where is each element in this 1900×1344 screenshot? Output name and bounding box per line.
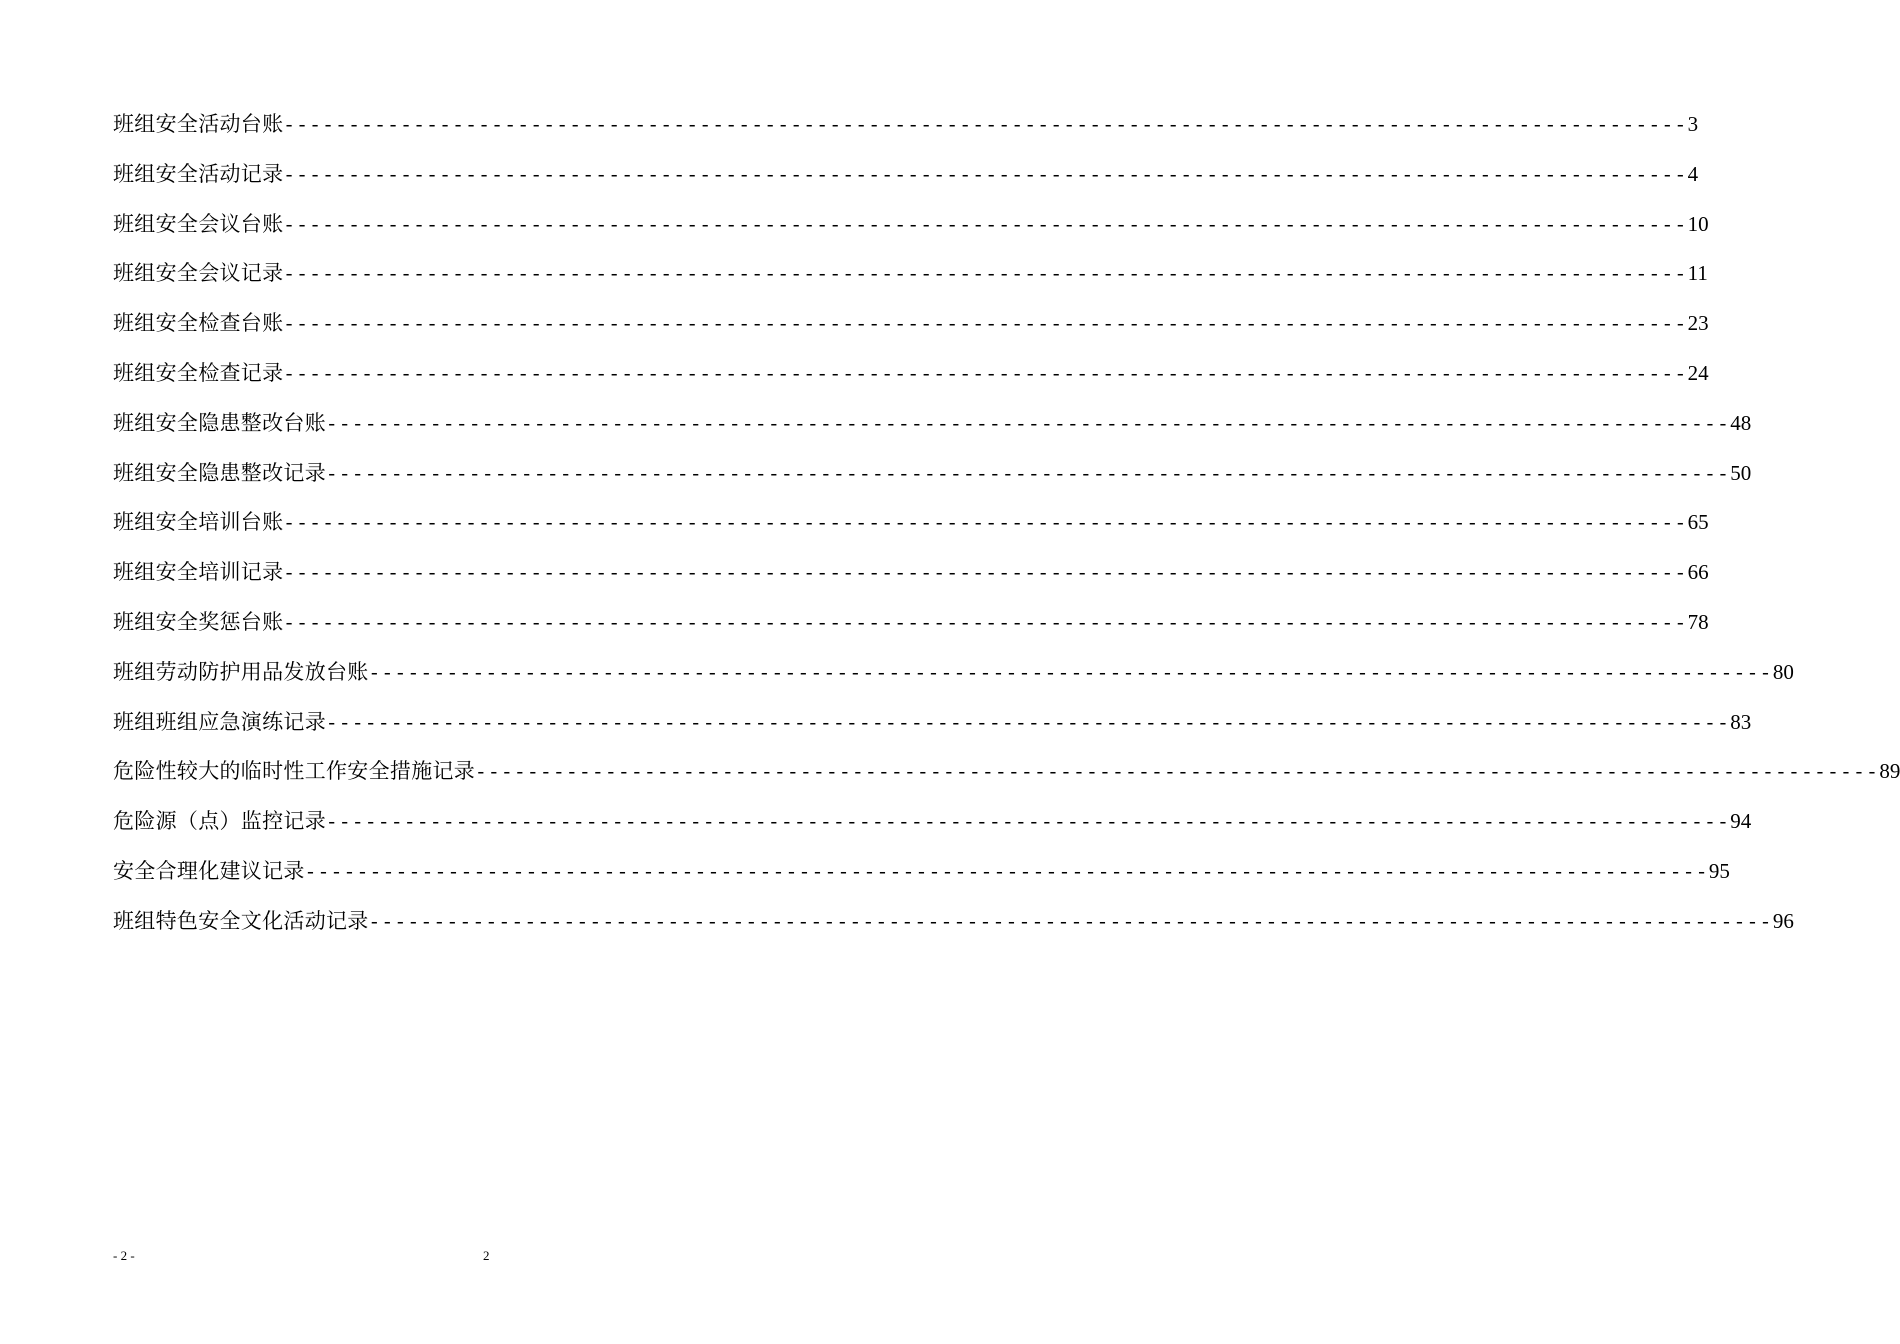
toc-leader-dashes: ------------------------------------------------------------------------------------------------------------ (283, 563, 1688, 586)
toc-leader-dashes: ------------------------------------------------------------------------------------------------------------ (283, 314, 1688, 337)
toc-entry-page: 89 (1879, 759, 1900, 784)
toc-entry-title: 安全合理化建议记录 (113, 858, 305, 883)
footer-page-number: 2 (483, 1248, 490, 1263)
toc-entry-title: 危险源（点）监控记录 (113, 809, 326, 834)
toc-entry[interactable] (113, 698, 1752, 748)
toc-entry[interactable] (113, 299, 1709, 349)
toc-entry[interactable] (113, 349, 1709, 399)
toc-leader-dashes: ------------------------------------------------------------------------------------------------------------ (368, 662, 1773, 685)
toc-entry[interactable] (113, 747, 1900, 797)
toc-entry-title: 班组安全检查记录 (113, 360, 284, 385)
toc-entry-page: 78 (1687, 609, 1709, 634)
toc-entry-title: 危险性较大的临时性工作安全措施记录 (113, 759, 476, 784)
toc-leader-dashes: ------------------------------------------------------------------------------------------------------------ (368, 911, 1773, 934)
toc-entry-page: 80 (1772, 659, 1794, 684)
toc-entry-page: 10 (1687, 211, 1709, 236)
toc-entry[interactable] (113, 897, 1794, 947)
toc-entry-page: 95 (1708, 858, 1730, 883)
footer-page-label: - 2 - (113, 1248, 135, 1263)
toc-leader-dashes: ------------------------------------------------------------------------------------------------------------ (304, 861, 1709, 884)
toc-entry-title: 班组安全隐患整改台账 (113, 410, 326, 435)
toc-entry[interactable] (113, 847, 1730, 897)
toc-entry[interactable] (113, 498, 1709, 548)
toc-leader-dashes: ------------------------------------------------------------------------------------------------------------ (283, 214, 1688, 237)
toc-entry-page: 48 (1730, 410, 1752, 435)
toc-leader-dashes: ------------------------------------------------------------------------------------------------------------ (326, 712, 1731, 735)
toc-entry[interactable] (113, 150, 1699, 200)
toc-entry-page: 23 (1687, 311, 1709, 336)
toc-entry[interactable] (113, 249, 1708, 299)
toc-entry[interactable] (113, 200, 1709, 250)
toc-entry-title: 班组安全会议记录 (113, 261, 284, 286)
toc-entry-title: 班组安全培训记录 (113, 560, 284, 585)
toc-entry-title: 班组班组应急演练记录 (113, 709, 326, 734)
table-of-contents (113, 100, 1900, 947)
toc-leader-dashes: ------------------------------------------------------------------------------------------------------------ (283, 115, 1688, 137)
toc-entry[interactable] (113, 648, 1794, 698)
toc-leader-dashes: ------------------------------------------------------------------------------------------------------------ (283, 612, 1688, 635)
toc-entry-page: 24 (1687, 360, 1709, 385)
toc-entry[interactable] (113, 598, 1709, 648)
toc-leader-dashes: ------------------------------------------------------------------------------------------------------------ (283, 164, 1688, 187)
toc-entry-page: 94 (1730, 809, 1752, 834)
toc-entry-page: 66 (1687, 560, 1709, 585)
toc-entry-page: 3 (1687, 112, 1699, 136)
toc-entry-title: 班组劳动防护用品发放台账 (113, 659, 369, 684)
toc-entry-page: 4 (1687, 161, 1699, 186)
toc-leader-dashes: ------------------------------------------------------------------------------------------------------------ (283, 264, 1688, 287)
toc-entry[interactable] (113, 449, 1752, 499)
toc-entry-page: 83 (1730, 709, 1752, 734)
toc-leader-dashes: ------------------------------------------------------------------------------------------------------------ (283, 363, 1688, 386)
toc-entry-title: 班组安全会议台账 (113, 211, 284, 236)
toc-entry[interactable] (113, 797, 1752, 847)
toc-leader-dashes: ------------------------------------------------------------------------------------------------------------ (475, 762, 1880, 785)
toc-leader-dashes: ------------------------------------------------------------------------------------------------------------ (283, 513, 1688, 536)
toc-entry-page: 50 (1730, 460, 1752, 485)
toc-entry[interactable] (113, 548, 1709, 598)
toc-entry-title: 班组安全活动记录 (113, 161, 284, 186)
toc-entry-page: 96 (1772, 908, 1794, 933)
toc-entry-title: 班组安全检查台账 (113, 311, 284, 336)
toc-entry-title: 班组安全隐患整改记录 (113, 460, 326, 485)
toc-entry-title: 班组特色安全文化活动记录 (113, 908, 369, 933)
toc-entry-title: 班组安全活动台账 (113, 112, 284, 136)
toc-entry-title: 班组安全培训台账 (113, 510, 284, 535)
toc-entry-page: 11 (1687, 261, 1708, 286)
toc-leader-dashes: ------------------------------------------------------------------------------------------------------------ (326, 413, 1731, 436)
toc-leader-dashes: ------------------------------------------------------------------------------------------------------------ (326, 812, 1731, 835)
toc-entry-page: 65 (1687, 510, 1709, 535)
toc-entry-title: 班组安全奖惩台账 (113, 609, 284, 634)
toc-entry[interactable] (113, 100, 1699, 150)
toc-leader-dashes: ------------------------------------------------------------------------------------------------------------ (326, 463, 1731, 486)
toc-entry[interactable] (113, 399, 1752, 449)
